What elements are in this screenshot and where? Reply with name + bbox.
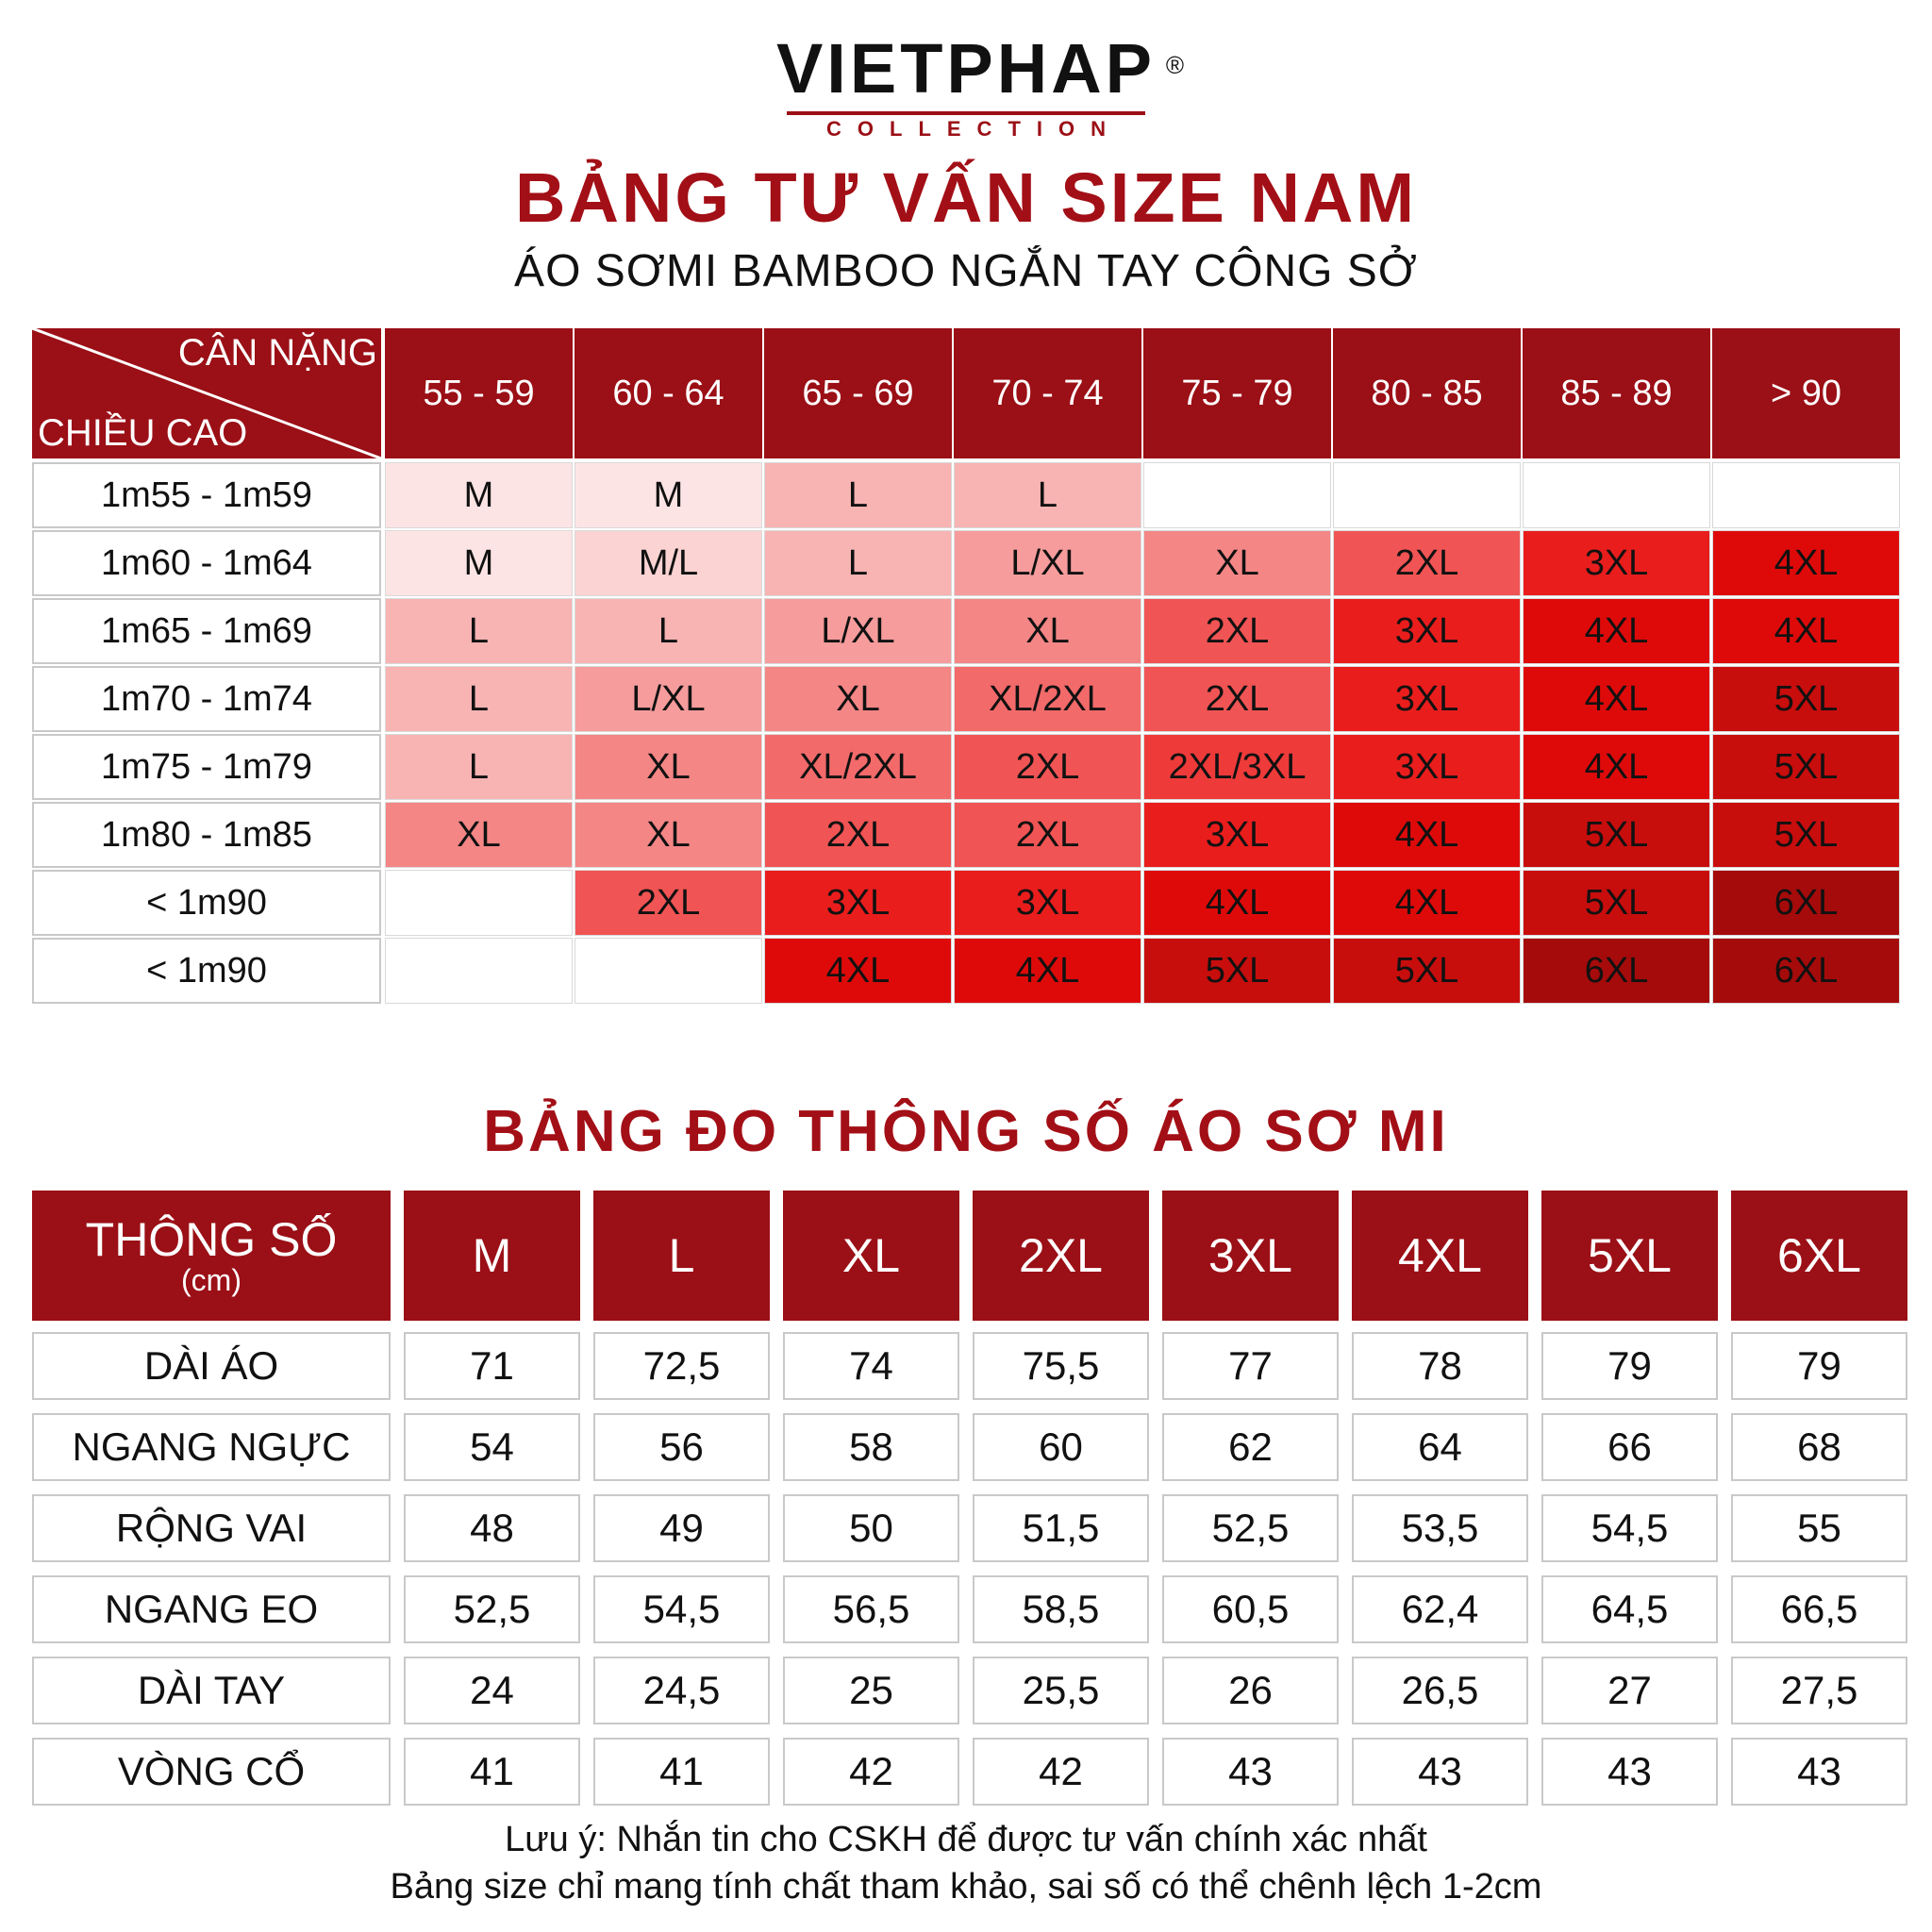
- height-row-label: 1m65 - 1m69: [32, 598, 381, 664]
- size-chart-title: BẢNG TƯ VẤN SIZE NAM: [515, 158, 1417, 237]
- size-cell: M: [575, 462, 762, 528]
- height-row-label: 1m80 - 1m85: [32, 802, 381, 868]
- spec-value-cell: 48: [404, 1494, 580, 1562]
- size-cell: 3XL: [1333, 734, 1521, 800]
- spec-value-cell: 64: [1352, 1413, 1528, 1481]
- size-cell: XL: [954, 598, 1141, 664]
- spec-value-cell: 43: [1731, 1738, 1907, 1806]
- height-row-label: 1m75 - 1m79: [32, 734, 381, 800]
- size-cell: 5XL: [1712, 666, 1900, 732]
- size-cell: [385, 938, 573, 1004]
- size-cell: 5XL: [1333, 938, 1521, 1004]
- spec-value-cell: 79: [1541, 1332, 1718, 1400]
- size-cell: [385, 870, 573, 936]
- size-cell: M: [385, 462, 573, 528]
- spec-header-unit: (cm): [181, 1263, 242, 1297]
- size-cell: [1523, 462, 1710, 528]
- size-cell: 5XL: [1712, 734, 1900, 800]
- size-cell: [1333, 462, 1521, 528]
- size-cell: XL: [1143, 530, 1331, 596]
- size-cell: 2XL: [1143, 598, 1331, 664]
- size-cell: L: [385, 598, 573, 664]
- size-cell: 4XL: [1712, 530, 1900, 596]
- spec-value-cell: 27,5: [1731, 1657, 1907, 1724]
- spec-value-cell: 52,5: [404, 1575, 580, 1643]
- spec-row-label: NGANG NGỰC: [32, 1413, 391, 1481]
- spec-value-cell: 43: [1541, 1738, 1718, 1806]
- spec-chart-title: BẢNG ĐO THÔNG SỐ ÁO SƠ MI: [483, 1099, 1449, 1164]
- spec-row-label: DÀI ÁO: [32, 1332, 391, 1400]
- size-cell: 4XL: [1333, 802, 1521, 868]
- spec-value-cell: 26: [1162, 1657, 1339, 1724]
- size-cell: L: [764, 462, 952, 528]
- size-cell: 4XL: [1523, 598, 1710, 664]
- spec-value-cell: 49: [593, 1494, 770, 1562]
- size-cell: 2XL: [764, 802, 952, 868]
- spec-value-cell: 54: [404, 1413, 580, 1481]
- size-cell: 3XL: [1333, 598, 1521, 664]
- weight-column-header: 70 - 74: [954, 328, 1141, 458]
- size-cell: 3XL: [1143, 802, 1331, 868]
- size-cell: XL: [385, 802, 573, 868]
- size-cell: [575, 938, 762, 1004]
- spec-value-cell: 62,4: [1352, 1575, 1528, 1643]
- brand-logo: [0, 28, 1932, 142]
- brand-name-wrap: [775, 28, 1189, 109]
- spec-value-cell: 74: [783, 1332, 959, 1400]
- weight-column-header: 60 - 64: [575, 328, 762, 458]
- spec-header-label: THÔNG SỐ: [85, 1213, 338, 1266]
- spec-size-header: 4XL: [1352, 1191, 1528, 1321]
- size-cell: 2XL: [954, 802, 1141, 868]
- spec-value-cell: 77: [1162, 1332, 1339, 1400]
- size-cell: M/L: [575, 530, 762, 596]
- spec-value-cell: 58,5: [973, 1575, 1149, 1643]
- size-cell: 6XL: [1712, 938, 1900, 1004]
- spec-value-cell: 25: [783, 1657, 959, 1724]
- weight-column-header: 75 - 79: [1143, 328, 1331, 458]
- note-line-1: Lưu ý: Nhắn tin cho CSKH để được tư vấn chính xác nhất: [505, 1820, 1427, 1859]
- size-cell: L: [764, 530, 952, 596]
- size-cell: XL: [575, 734, 762, 800]
- spec-size-header: 3XL: [1162, 1191, 1339, 1321]
- spec-size-header: 2XL: [973, 1191, 1149, 1321]
- logo-underline: [787, 111, 1145, 115]
- spec-value-cell: 54,5: [593, 1575, 770, 1643]
- size-cell: L/XL: [575, 666, 762, 732]
- spec-value-cell: 43: [1162, 1738, 1339, 1806]
- spec-value-cell: 43: [1352, 1738, 1528, 1806]
- spec-value-cell: 24: [404, 1657, 580, 1724]
- spec-value-cell: 52,5: [1162, 1494, 1339, 1562]
- spec-size-header: M: [404, 1191, 580, 1321]
- spec-value-cell: 79: [1731, 1332, 1907, 1400]
- spec-value-cell: 27: [1541, 1657, 1718, 1724]
- height-row-label: < 1m90: [32, 870, 381, 936]
- height-row-label: < 1m90: [32, 938, 381, 1004]
- size-cell: 5XL: [1523, 802, 1710, 868]
- spec-value-cell: 26,5: [1352, 1657, 1528, 1724]
- registered-mark: ®: [1165, 51, 1189, 79]
- spec-value-cell: 55: [1731, 1494, 1907, 1562]
- height-row-label: 1m55 - 1m59: [32, 462, 381, 528]
- size-cell: M: [385, 530, 573, 596]
- size-chart-subtitle: ÁO SƠMI BAMBOO NGẮN TAY CÔNG SỞ: [514, 246, 1418, 296]
- spec-value-cell: 41: [404, 1738, 580, 1806]
- size-cell: 4XL: [1333, 870, 1521, 936]
- spec-value-cell: 62: [1162, 1413, 1339, 1481]
- brand-tagline: COLLECTION: [826, 117, 1122, 141]
- spec-header-label-cell: [32, 1191, 391, 1321]
- spec-value-cell: 66: [1541, 1413, 1718, 1481]
- spec-value-cell: 42: [973, 1738, 1149, 1806]
- size-cell: 4XL: [1143, 870, 1331, 936]
- height-axis-label: CHIỀU CAO: [38, 412, 248, 454]
- weight-column-header: 85 - 89: [1523, 328, 1710, 458]
- size-cell: 3XL: [1523, 530, 1710, 596]
- spec-value-cell: 50: [783, 1494, 959, 1562]
- weight-column-header: 80 - 85: [1333, 328, 1521, 458]
- size-cell: 3XL: [1333, 666, 1521, 732]
- size-cell: L/XL: [764, 598, 952, 664]
- spec-row-label: DÀI TAY: [32, 1657, 391, 1724]
- size-cell: 2XL: [575, 870, 762, 936]
- spec-value-cell: 51,5: [973, 1494, 1149, 1562]
- size-cell: 2XL/3XL: [1143, 734, 1331, 800]
- spec-value-cell: 56,5: [783, 1575, 959, 1643]
- spec-value-cell: 60: [973, 1413, 1149, 1481]
- size-cell: 4XL: [954, 938, 1141, 1004]
- size-cell: 4XL: [764, 938, 952, 1004]
- size-cell: 4XL: [1712, 598, 1900, 664]
- height-row-label: 1m60 - 1m64: [32, 530, 381, 596]
- spec-row-label: VÒNG CỔ: [32, 1738, 391, 1806]
- size-cell: 6XL: [1523, 938, 1710, 1004]
- size-cell: [1143, 462, 1331, 528]
- spec-value-cell: 56: [593, 1413, 770, 1481]
- weight-axis-label: CÂN NẶNG: [177, 332, 377, 374]
- size-cell: L: [385, 666, 573, 732]
- spec-value-cell: 25,5: [973, 1657, 1149, 1724]
- size-cell: 2XL: [954, 734, 1141, 800]
- size-cell: 4XL: [1523, 734, 1710, 800]
- size-cell: L/XL: [954, 530, 1141, 596]
- spec-value-cell: 75,5: [973, 1332, 1149, 1400]
- weight-column-header: 65 - 69: [764, 328, 952, 458]
- spec-value-cell: 54,5: [1541, 1494, 1718, 1562]
- size-cell: 6XL: [1712, 870, 1900, 936]
- spec-size-header: 5XL: [1541, 1191, 1718, 1321]
- table-corner-header: [32, 328, 381, 458]
- spec-value-cell: 78: [1352, 1332, 1528, 1400]
- size-cell: 3XL: [764, 870, 952, 936]
- size-cell: 4XL: [1523, 666, 1710, 732]
- height-row-label: 1m70 - 1m74: [32, 666, 381, 732]
- size-cell: 5XL: [1712, 802, 1900, 868]
- size-cell: L: [954, 462, 1141, 528]
- size-cell: XL: [764, 666, 952, 732]
- note-line-2: Bảng size chỉ mang tính chất tham khảo, sai số có thể chênh lệch 1-2cm: [390, 1867, 1542, 1907]
- spec-size-header: L: [593, 1191, 770, 1321]
- spec-value-cell: 41: [593, 1738, 770, 1806]
- spec-size-header: XL: [783, 1191, 959, 1321]
- spec-value-cell: 64,5: [1541, 1575, 1718, 1643]
- size-cell: 3XL: [954, 870, 1141, 936]
- spec-value-cell: 58: [783, 1413, 959, 1481]
- weight-column-header: > 90: [1712, 328, 1900, 458]
- spec-size-header: 6XL: [1731, 1191, 1907, 1321]
- spec-value-cell: 53,5: [1352, 1494, 1528, 1562]
- spec-value-cell: 42: [783, 1738, 959, 1806]
- spec-value-cell: 24,5: [593, 1657, 770, 1724]
- size-cell: 2XL: [1143, 666, 1331, 732]
- size-cell: XL/2XL: [764, 734, 952, 800]
- size-cell: [1712, 462, 1900, 528]
- size-cell: L: [575, 598, 762, 664]
- size-cell: 2XL: [1333, 530, 1521, 596]
- spec-value-cell: 60,5: [1162, 1575, 1339, 1643]
- spec-value-cell: 68: [1731, 1413, 1907, 1481]
- spec-value-cell: 72,5: [593, 1332, 770, 1400]
- size-cell: 5XL: [1143, 938, 1331, 1004]
- size-cell: XL: [575, 802, 762, 868]
- size-cell: XL/2XL: [954, 666, 1141, 732]
- spec-value-cell: 66,5: [1731, 1575, 1907, 1643]
- spec-row-label: RỘNG VAI: [32, 1494, 391, 1562]
- brand-name: VIETPHAP: [775, 29, 1157, 108]
- size-cell: 5XL: [1523, 870, 1710, 936]
- weight-column-header: 55 - 59: [385, 328, 573, 458]
- size-cell: L: [385, 734, 573, 800]
- spec-value-cell: 71: [404, 1332, 580, 1400]
- spec-row-label: NGANG EO: [32, 1575, 391, 1643]
